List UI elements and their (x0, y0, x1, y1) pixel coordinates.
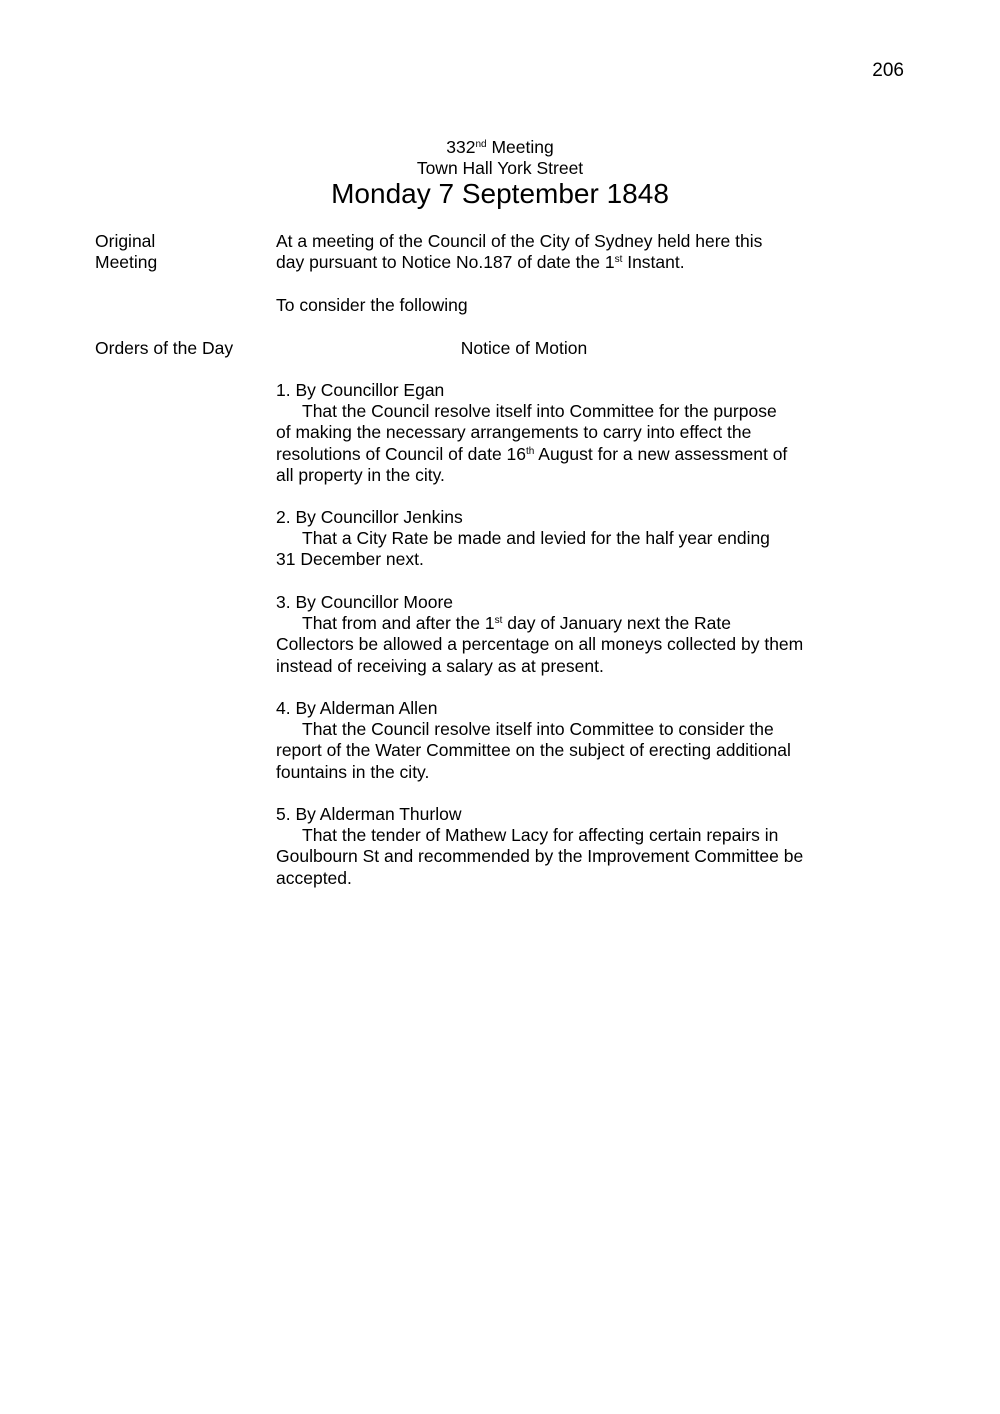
motion-line: That the Council resolve itself into Committee for the purpose (302, 401, 777, 422)
motion-line: all property in the city. (276, 464, 445, 485)
motion-mover: 5. By Alderman Thurlow (276, 804, 462, 824)
ordinal-suffix: st (614, 254, 623, 266)
motion-mover: 1. By Councillor Egan (276, 380, 445, 400)
intro-line: At a meeting of the Council of the City of Sydney held here this (276, 231, 763, 251)
margin-note-line: Meeting (95, 252, 158, 273)
intro-line (276, 252, 846, 273)
motion-text: August for a new assessment of (538, 443, 788, 464)
ordinal-suffix: th (526, 445, 535, 457)
motion-mover: 2. By Councillor Jenkins (276, 507, 463, 527)
motion-line: That the Council resolve itself into Committee to consider the (302, 719, 774, 740)
meeting-word: Meeting (486, 137, 554, 157)
margin-note-line: Original (95, 231, 156, 251)
notice-of-motion-heading: Notice of Motion (460, 338, 588, 358)
motion-mover: 3. By Councillor Moore (276, 592, 454, 612)
motion-2 (276, 507, 846, 571)
intro-text: day pursuant to Notice No.187 of date the 1 (276, 252, 615, 273)
meeting-date: Monday 7 September 1848 (331, 178, 669, 209)
motion-text: That from and after the 1 (302, 613, 495, 634)
consider-line: To consider the following (276, 295, 468, 315)
motion-text: day of January next the Rate (507, 613, 732, 634)
motion-line: fountains in the city. (276, 761, 430, 782)
ordinal-suffix: st (494, 615, 503, 627)
motion-line (276, 613, 846, 634)
meeting-number-heading (0, 137, 1000, 158)
motion-4 (276, 698, 846, 783)
motion-line: That the tender of Mathew Lacy for affecting certain repairs in (302, 825, 779, 846)
meeting-venue: Town Hall York Street (416, 158, 584, 178)
motion-line: Collectors be allowed a percentage on all moneys collected by them (276, 634, 804, 655)
margin-note-original-meeting (95, 231, 265, 273)
motion-line: 31 December next. (276, 549, 424, 570)
meeting-number-suffix: nd (475, 139, 487, 150)
motion-mover: 4. By Alderman Allen (276, 698, 438, 718)
motion-line: That a City Rate be made and levied for the half year ending (302, 528, 770, 549)
motion-text: resolutions of Council of date 16 (276, 443, 527, 464)
motion-line: Goulbourn St and recommended by the Improvement Committee be (276, 846, 804, 867)
motion-line: instead of receiving a salary as at present. (276, 655, 604, 676)
page-number: 206 (872, 60, 904, 81)
motion-line: of making the necessary arrangements to carry into effect the (276, 422, 752, 443)
intro-paragraph (276, 231, 846, 273)
motion-line: accepted. (276, 867, 352, 888)
motion-1 (276, 380, 846, 486)
margin-note-orders-of-the-day: Orders of the Day (95, 338, 234, 358)
motion-5 (276, 804, 846, 889)
motion-3 (276, 592, 846, 677)
meeting-number: 332 (446, 137, 476, 157)
motion-line: report of the Water Committee on the subject of erecting additional (276, 740, 791, 761)
intro-text: Instant. (622, 252, 685, 273)
motion-line (276, 444, 846, 465)
